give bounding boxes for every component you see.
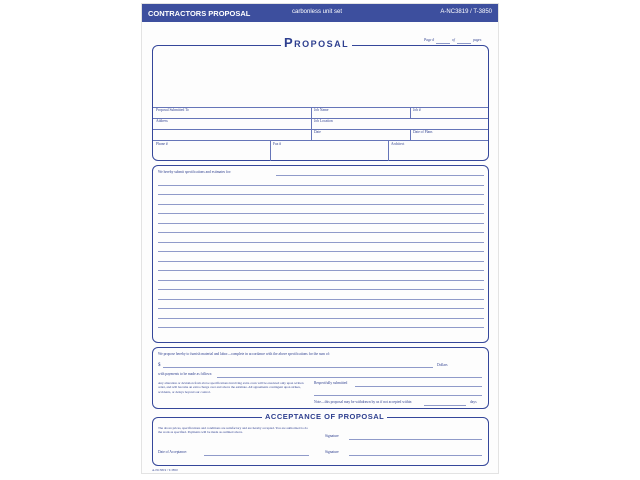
footer-code: A-NC3819 / T-3850 xyxy=(152,468,178,472)
sum-input[interactable] xyxy=(163,367,433,368)
specifications-section xyxy=(152,165,489,343)
phone-field[interactable]: Phone # xyxy=(156,142,168,146)
submitted-to-field[interactable]: Proposal Submitted To xyxy=(156,108,189,112)
spec-line[interactable] xyxy=(158,223,484,224)
signature-input-2[interactable] xyxy=(349,455,482,456)
acceptance-text: The above prices, specifications and conditions are satisfactory and are hereby accepted. You are authorized to do the work as specified. Payments will be made as outlined above. xyxy=(158,426,308,435)
date-of-acceptance-label: Date of Acceptance: xyxy=(158,450,188,454)
job-location-field[interactable]: Job Location xyxy=(314,119,333,123)
respectfully-label: Respectfully submitted xyxy=(314,381,348,385)
spec-line[interactable] xyxy=(158,204,484,205)
acceptance-section xyxy=(152,417,489,466)
signature-label-2: Signature xyxy=(325,450,339,454)
spec-line[interactable] xyxy=(158,242,484,243)
payments-input[interactable] xyxy=(217,377,482,378)
signature-input-1[interactable] xyxy=(349,439,482,440)
spec-line[interactable] xyxy=(158,327,484,328)
proposal-form xyxy=(141,3,499,474)
page-counter xyxy=(424,39,494,45)
spec-line[interactable] xyxy=(158,261,484,262)
date-field[interactable]: Date xyxy=(314,130,321,134)
furnish-statement: We propose hereby to furnish material and labor—complete in accordance with the above specifications for the sum of: xyxy=(158,352,330,356)
specifications-intro: We hereby submit specifications and estimates for: xyxy=(158,170,232,174)
spec-line[interactable] xyxy=(158,213,484,214)
spec-line[interactable] xyxy=(158,232,484,233)
fax-field[interactable]: Fax # xyxy=(273,142,282,146)
deviation-terms: Any alteration or deviation from above specifications involving extra costs will be executed only upon written order, and will become an extra charge over and above the estimate. All agreements contingent upon strikes, accidents, or delays beyond our control. xyxy=(158,381,304,394)
withdrawal-note: Note—this proposal may be withdrawn by us if not accepted within xyxy=(314,400,412,404)
spec-line[interactable] xyxy=(158,280,484,281)
architect-field[interactable]: Architect xyxy=(391,142,405,146)
job-number-field[interactable]: Job # xyxy=(413,108,421,112)
pages-label: pages xyxy=(473,38,482,42)
date-of-plans-field[interactable]: Date of Plans xyxy=(413,130,433,134)
dollars-label: Dollars xyxy=(437,363,448,367)
of-label: of xyxy=(452,38,455,42)
form-code: A-NC3819 / T-3850 xyxy=(440,9,492,15)
date-of-acceptance-input[interactable] xyxy=(204,455,309,456)
acceptance-title: ACCEPTANCE OF PROPOSAL xyxy=(262,412,387,421)
job-name-field[interactable]: Job Name xyxy=(314,108,329,112)
spec-line[interactable] xyxy=(158,194,484,195)
form-header-bar xyxy=(142,4,498,22)
form-subtitle: carbonless unit set xyxy=(292,9,343,15)
days-input[interactable] xyxy=(424,405,466,406)
spec-line[interactable] xyxy=(158,185,484,186)
proposal-section xyxy=(152,45,489,161)
spec-line[interactable] xyxy=(158,308,484,309)
page-label: Page # xyxy=(424,38,435,42)
spec-line[interactable] xyxy=(158,318,484,319)
address-field[interactable]: Address xyxy=(156,119,168,123)
respectfully-input[interactable] xyxy=(355,386,482,387)
dollar-sign: $ xyxy=(158,363,161,368)
spec-line[interactable] xyxy=(158,251,484,252)
proposal-title: Proposal xyxy=(281,35,352,50)
days-label: days xyxy=(470,400,477,404)
form-name: CONTRACTORS PROPOSAL xyxy=(148,9,251,18)
payments-label: with payments to be made as follows: xyxy=(158,372,213,376)
spec-line[interactable] xyxy=(158,299,484,300)
signature-label-1: Signature xyxy=(325,434,339,438)
spec-line[interactable] xyxy=(276,175,484,176)
spec-line[interactable] xyxy=(158,289,484,290)
spec-line[interactable] xyxy=(158,270,484,271)
